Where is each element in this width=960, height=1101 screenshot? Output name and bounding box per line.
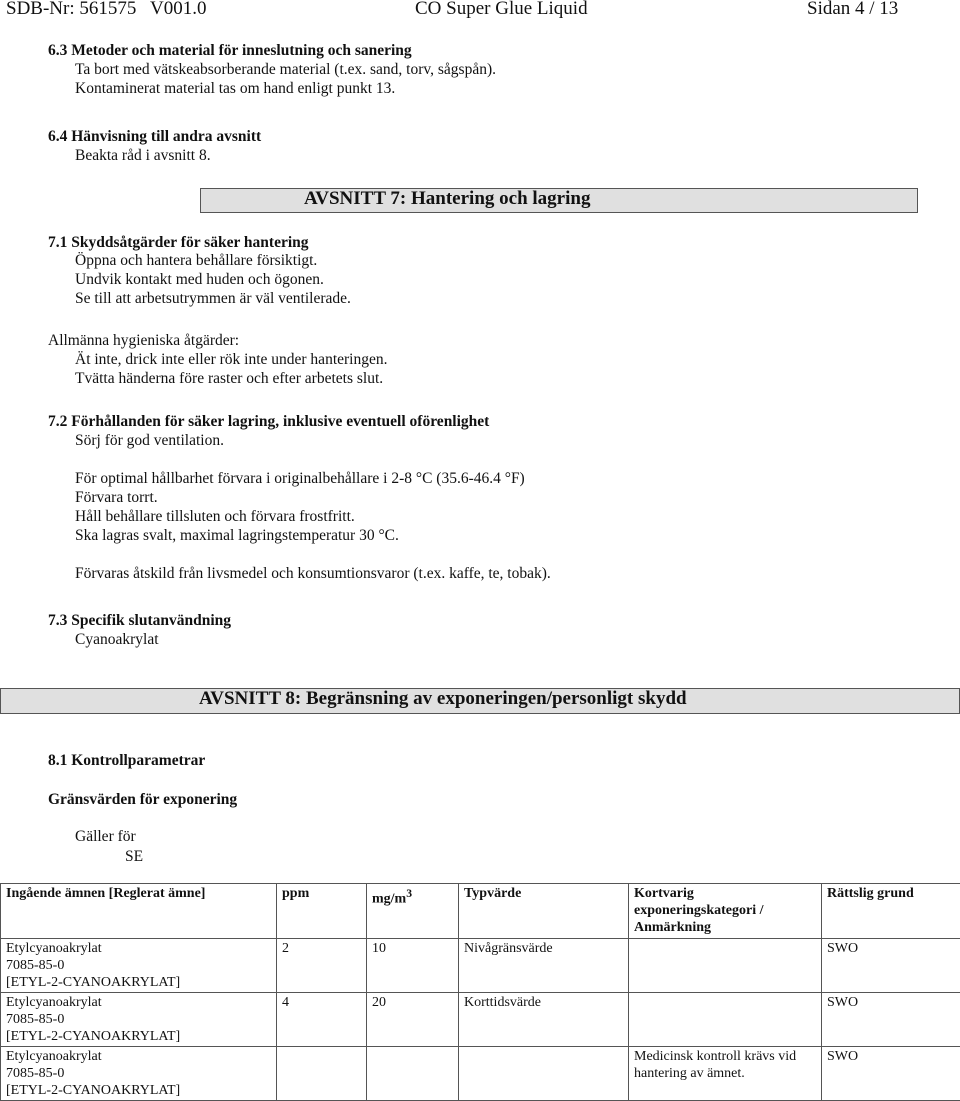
cell-ingredient: Etylcyanoakrylat 7085-85-0 [ETYL-2-CYANOAKRYLAT]	[1, 1047, 277, 1101]
text-line: Tvätta händerna före raster och efter arbetets slut.	[75, 369, 383, 388]
cell-short-term	[629, 993, 822, 1047]
col-header-type: Typvärde	[459, 884, 629, 939]
col-header-ingredient: Ingående ämnen [Reglerat ämne]	[1, 884, 277, 939]
text-line: Beakta råd i avsnitt 8.	[75, 146, 211, 165]
cell-short-term	[629, 939, 822, 993]
text-line: Förvara torrt.	[75, 488, 158, 507]
product-name: CO Super Glue Liquid	[415, 0, 588, 20]
cell-type: Korttidsvärde	[459, 993, 629, 1047]
col-header-short-term: Kortvarig exponeringskategori / Anmärkning	[629, 884, 822, 939]
cell-type	[459, 1047, 629, 1101]
heading-8-1: 8.1 Kontrollparametrar	[48, 751, 205, 770]
text-line: Undvik kontakt med huden och ögonen.	[75, 270, 324, 289]
col-header-mg	[367, 884, 459, 939]
cell-mg: 10	[367, 939, 459, 993]
text-line: Öppna och hantera behållare försiktigt.	[75, 251, 317, 270]
text-line: Ät inte, drick inte eller rök inte under hanteringen.	[75, 350, 387, 369]
cell-ppm: 2	[277, 939, 367, 993]
heading-7-2: 7.2 Förhållanden för säker lagring, inklusive eventuell oförenlighet	[48, 412, 489, 431]
section-8-band	[0, 688, 960, 714]
sdb-number: SDB-Nr: 561575	[6, 0, 136, 20]
section-7-band	[200, 188, 918, 213]
applies-value: SE	[125, 847, 143, 866]
text-line: Sörj för god ventilation.	[75, 431, 224, 450]
heading-7-1: 7.1 Skyddsåtgärder för säker hantering	[48, 233, 309, 252]
exposure-limits-heading: Gränsvärden för exponering	[48, 790, 237, 809]
cell-legal-basis: SWO	[822, 939, 960, 993]
text-line: Cyanoakrylat	[75, 630, 159, 649]
text-line: Förvaras åtskild från livsmedel och konsumtionsvaror (t.ex. kaffe, te, tobak).	[75, 564, 551, 583]
cell-type: Nivågränsvärde	[459, 939, 629, 993]
text-line: Ska lagras svalt, maximal lagringstemperatur 30 °C.	[75, 526, 399, 545]
cell-mg: 20	[367, 993, 459, 1047]
heading-6-4: 6.4 Hänvisning till andra avsnitt	[48, 127, 261, 146]
mg-unit: mg/m	[372, 892, 406, 907]
cell-short-term: Medicinsk kontroll krävs vid hantering av ämnet.	[629, 1047, 822, 1101]
cell-ingredient: Etylcyanoakrylat 7085-85-0 [ETYL-2-CYANOAKRYLAT]	[1, 993, 277, 1047]
version: V001.0	[150, 0, 206, 20]
cell-mg	[367, 1047, 459, 1101]
cell-ingredient: Etylcyanoakrylat 7085-85-0 [ETYL-2-CYANOAKRYLAT]	[1, 939, 277, 993]
col-header-ppm: ppm	[277, 884, 367, 939]
text-line: För optimal hållbarhet förvara i originalbehållare i 2-8 °C (35.6-46.4 °F)	[75, 469, 525, 488]
section-7-title: AVSNITT 7: Hantering och lagring	[304, 188, 590, 210]
text-line: Ta bort med vätskeabsorberande material (t.ex. sand, torv, sågspån).	[75, 60, 496, 79]
heading-6-3: 6.3 Metoder och material för inneslutning och sanering	[48, 41, 412, 60]
col-header-legal-basis: Rättslig grund	[822, 884, 960, 939]
table-header-row	[1, 884, 960, 939]
mg-unit-exponent: 3	[406, 887, 412, 900]
cell-ppm: 4	[277, 993, 367, 1047]
applies-label: Gäller för	[75, 827, 136, 846]
section-8-title: AVSNITT 8: Begränsning av exponeringen/personligt skydd	[199, 688, 687, 710]
table-row	[1, 993, 960, 1047]
heading-7-3: 7.3 Specifik slutanvändning	[48, 611, 231, 630]
cell-ppm	[277, 1047, 367, 1101]
text-line: Håll behållare tillsluten och förvara frostfritt.	[75, 507, 355, 526]
page-number: Sidan 4 / 13	[807, 0, 898, 20]
cell-legal-basis: SWO	[822, 993, 960, 1047]
hygiene-label: Allmänna hygieniska åtgärder:	[48, 331, 239, 350]
table-row	[1, 1047, 960, 1101]
table-row	[1, 939, 960, 993]
exposure-limits-table	[0, 883, 960, 1101]
text-line: Kontaminerat material tas om hand enligt punkt 13.	[75, 79, 395, 98]
cell-legal-basis: SWO	[822, 1047, 960, 1101]
text-line: Se till att arbetsutrymmen är väl ventilerade.	[75, 289, 351, 308]
